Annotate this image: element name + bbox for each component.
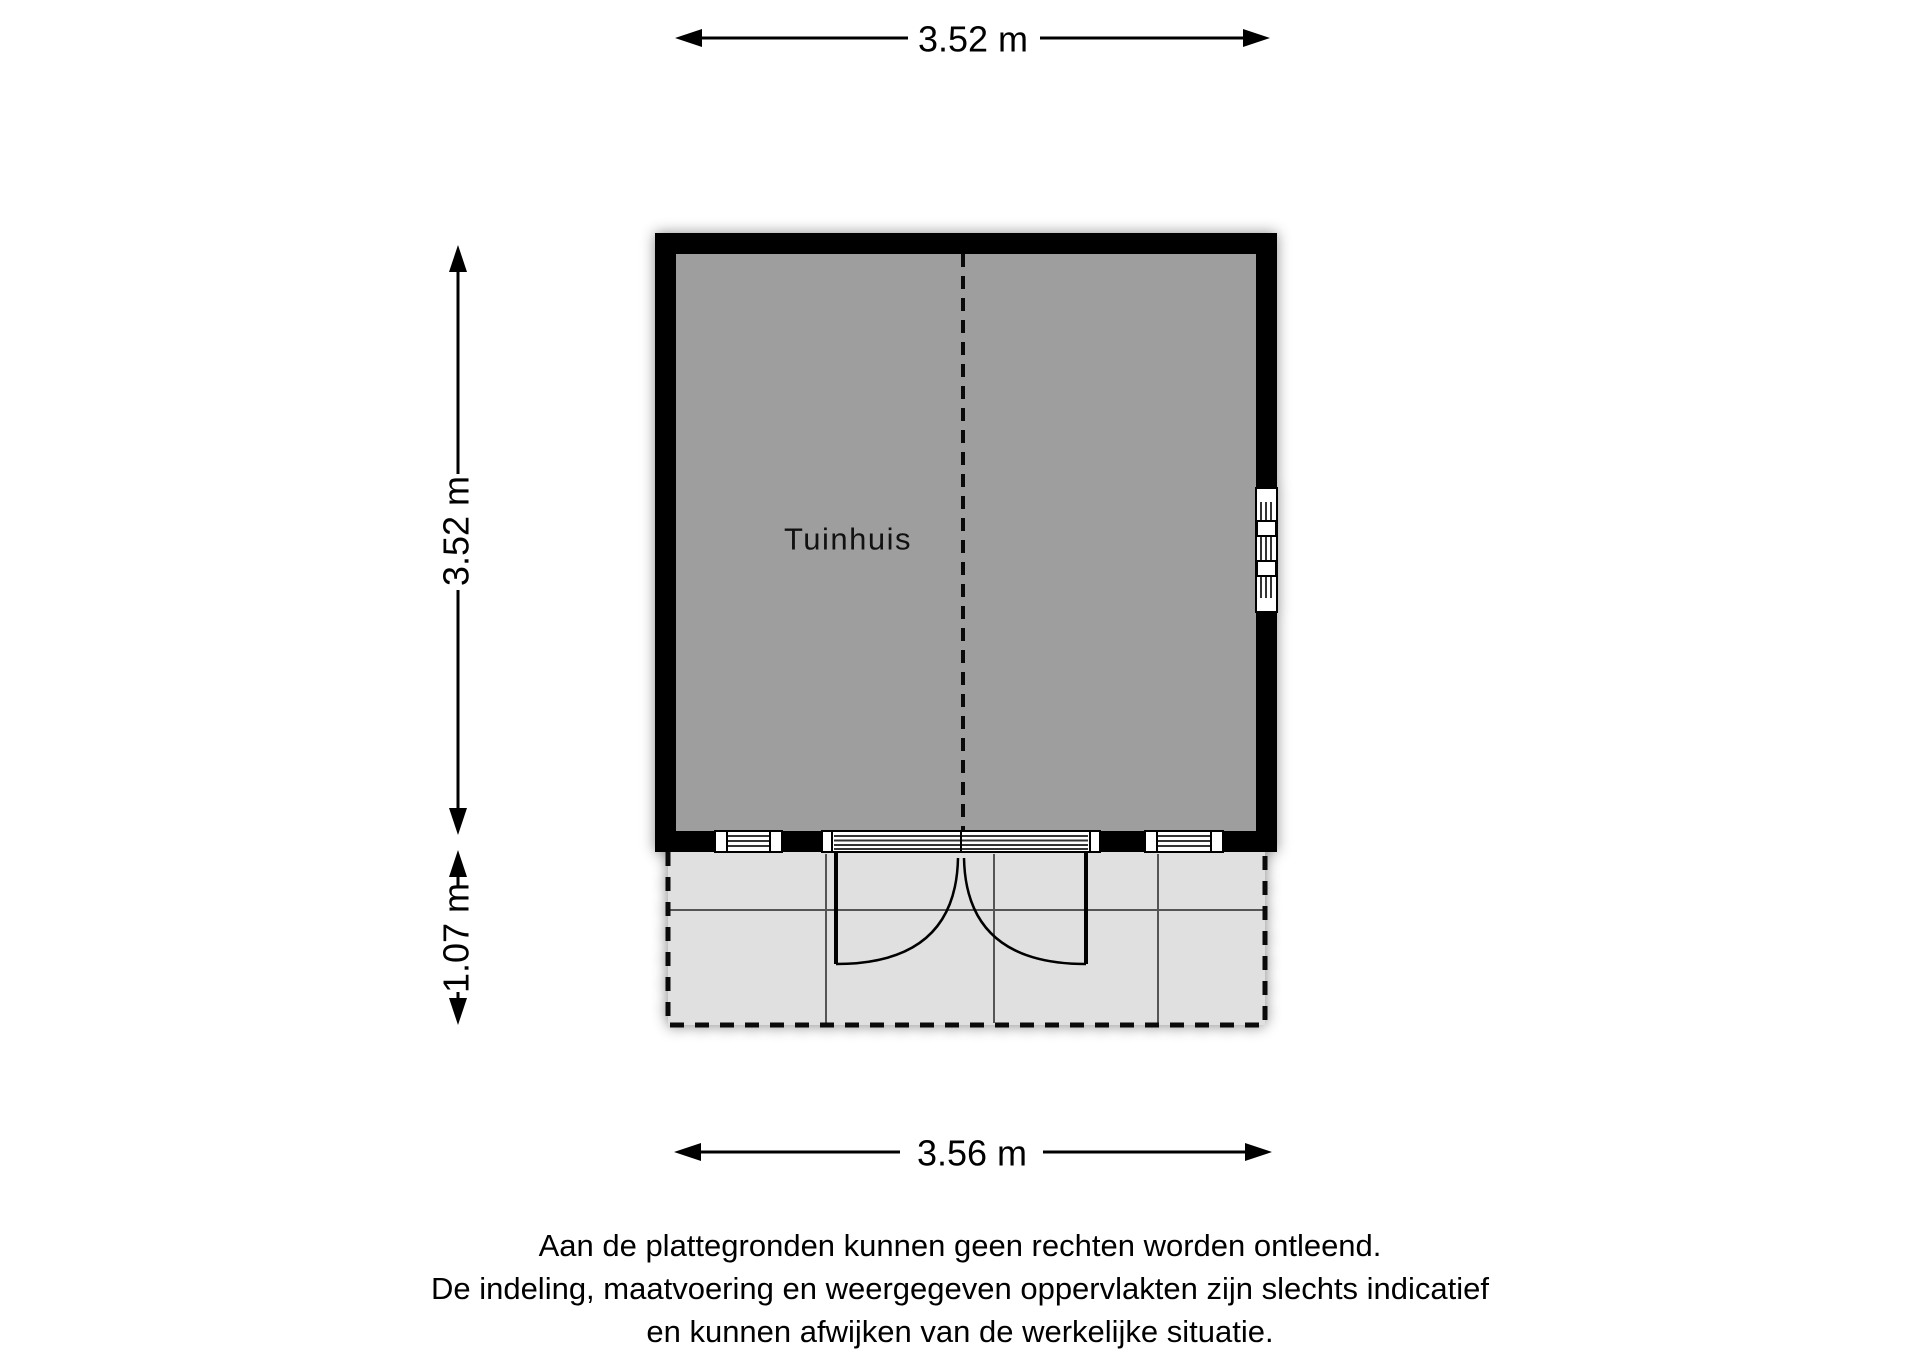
arrow-right-icon (1245, 1143, 1272, 1161)
arrow-down-icon (449, 808, 467, 835)
dimension-left-building (436, 245, 477, 835)
disclaimer-line: en kunnen afwijken van de werkelijke situatie. (646, 1314, 1274, 1349)
room-label: Tuinhuis (783, 521, 913, 557)
arrow-up-icon (449, 245, 467, 272)
dimension-left-terrace (436, 850, 477, 1025)
dimension-label: 1.07 m (435, 882, 477, 994)
room-floor (676, 254, 1256, 831)
window-bottom-right (1145, 831, 1223, 852)
disclaimer-line: De indeling, maatvoering en weergegeven oppervlakten zijn slechts indicatief (430, 1271, 1490, 1306)
arrow-left-icon (675, 29, 702, 47)
dimension-label: 3.52 m (435, 475, 477, 587)
building (655, 233, 1277, 852)
dimension-label: 3.56 m (916, 1132, 1028, 1174)
window-mullion (1257, 561, 1276, 576)
disclaimer-text (0, 1224, 1920, 1353)
arrow-left-icon (674, 1143, 701, 1161)
dimension-top (675, 19, 1270, 60)
window-right-wall (1256, 488, 1277, 612)
window-bottom-left (715, 831, 782, 852)
dimension-bottom (674, 1133, 1272, 1174)
disclaimer-line: Aan de plattegronden kunnen geen rechten worden ontleend. (538, 1228, 1382, 1263)
dimension-label: 3.52 m (917, 18, 1029, 60)
arrow-right-icon (1243, 29, 1270, 47)
door-threshold (822, 831, 1100, 852)
arrow-up-icon (449, 850, 467, 877)
window-mullion (1257, 521, 1276, 536)
arrow-down-icon (449, 998, 467, 1025)
